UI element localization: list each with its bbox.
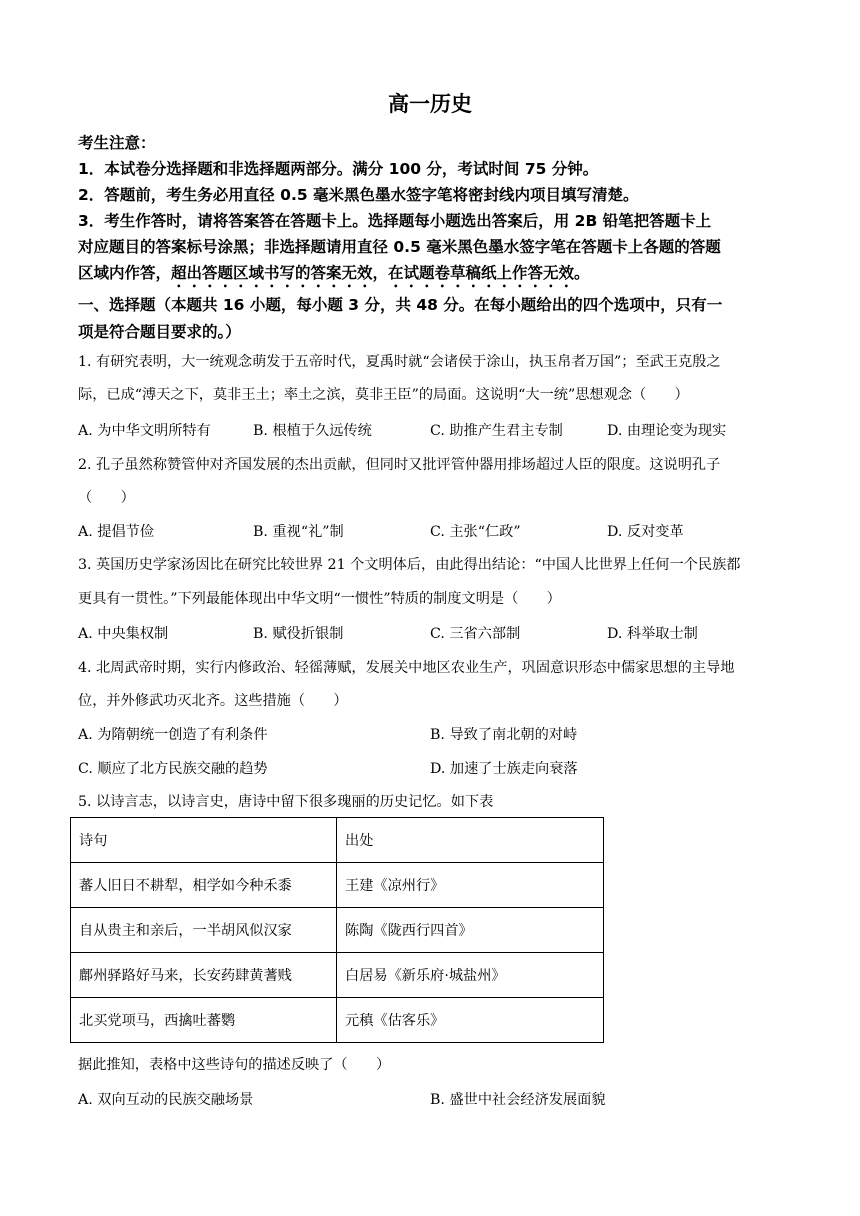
table-row xyxy=(71,863,604,908)
question-2-stem-line-1: 2. 孔子虽然称赞管仲对齐国发展的杰出贡献，但同时又批评管仲器用排场超过人臣的限度。这说明孔子 xyxy=(78,457,721,473)
table-row xyxy=(71,953,604,998)
question-4-option-b: B. 导致了南北朝的对峙 xyxy=(430,727,578,743)
question-4-option-a: A. 为隋朝统一创造了有利条件 xyxy=(78,727,268,743)
question-5-stem: 5. 以诗言志，以诗言史，唐诗中留下很多瑰丽的历史记忆。如下表 xyxy=(78,794,494,810)
table-cell-poem: 蕃人旧日不耕犁，相学如今种禾黍 xyxy=(71,863,337,908)
notice-item-3-part-a: 区域内作答， xyxy=(78,264,172,282)
question-3-option-d: D. 科举取士制 xyxy=(607,626,698,642)
question-1-option-c: C. 助推产生君主专制 xyxy=(430,423,563,439)
notice-item-3-part-c: 。 xyxy=(574,264,590,282)
table-cell-poem: 北买党项马，西擒吐蕃鹦 xyxy=(71,998,337,1043)
question-2-option-a: A. 提倡节俭 xyxy=(78,524,155,540)
exam-title: 高一历史 xyxy=(388,92,472,116)
question-2-option-d: D. 反对变革 xyxy=(607,524,684,540)
question-4-stem-line-1: 4. 北周武帝时期，实行内修政治、轻徭薄赋，发展关中地区农业生产，巩固意识形态中儒家思想的主导地 xyxy=(78,660,735,676)
table-cell-source: 元稹《估客乐》 xyxy=(337,998,604,1043)
question-2-option-c: C. 主张“仁政” xyxy=(430,524,521,540)
question-1-option-a: A. 为中华文明所特有 xyxy=(78,423,211,439)
question-5-option-b: B. 盛世中社会经济发展面貌 xyxy=(430,1092,606,1108)
question-3-stem-line-2: 更具有一贯性。”下列最能体现出中华文明“一惯性”特质的制度文明是（ ） xyxy=(78,591,561,607)
table-header-cell: 诗句 xyxy=(71,818,337,863)
table-cell-poem: 自从贵主和亲后，一半胡风似汉家 xyxy=(71,908,337,953)
table-header-row xyxy=(71,818,604,863)
notice-item-3-line-2: 对应题目的答案标号涂黑；非选择题请用直径 0.5 毫米黑色墨水签字笔在答题卡上各题的答题 xyxy=(78,238,721,256)
question-5-option-a: A. 双向互动的民族交融场景 xyxy=(78,1092,254,1108)
question-1-option-b: B. 根植于久远传统 xyxy=(253,423,372,439)
question-4-option-c: C. 顺应了北方民族交融的趋势 xyxy=(78,761,268,777)
notice-item-3-line-3 xyxy=(78,261,790,291)
question-4-option-d: D. 加速了士族走向衰落 xyxy=(430,761,578,777)
question-5-prompt: 据此推知，表格中这些诗句的描述反映了（ ） xyxy=(78,1057,391,1073)
question-3-option-a: A. 中央集权制 xyxy=(78,626,169,642)
table-row xyxy=(71,908,604,953)
question-3-option-c: C. 三省六部制 xyxy=(430,626,521,642)
poem-table xyxy=(70,817,604,1043)
question-2-option-b: B. 重视“礼”制 xyxy=(253,524,344,540)
section-1-heading-line-2: 项是符合题目要求的。） xyxy=(78,323,241,341)
notice-item-3-emphasis: 超出答题区域书写的答案无效，在试题卷草稿纸上作答无效 xyxy=(171,264,575,282)
question-1-option-d: D. 由理论变为现实 xyxy=(607,423,727,439)
notice-heading: 考生注意： xyxy=(78,134,156,152)
table-row xyxy=(71,998,604,1043)
table-cell-source: 王建《凉州行》 xyxy=(337,863,604,908)
notice-item-2: 2．答题前，考生务必用直径 0.5 毫米黑色墨水签字笔将密封线内项目填写清楚。 xyxy=(78,186,639,204)
question-1-stem-line-2: 际，已成“溥天之下，莫非王土；率土之滨，莫非王臣”的局面。这说明“大一统”思想观念（ ） xyxy=(78,387,689,403)
table-cell-poem: 鄜州驿路好马来，长安药肆黄蓍贱 xyxy=(71,953,337,998)
question-3-option-b: B. 赋役折银制 xyxy=(253,626,344,642)
notice-item-1: 1．本试卷分选择题和非选择题两部分。满分 100 分，考试时间 75 分钟。 xyxy=(78,160,599,178)
question-1-stem-line-1: 1. 有研究表明，大一统观念萌发于五帝时代，夏禹时就“会诸侯于涂山，执玉帛者万国”；至武王克殷之 xyxy=(78,354,721,370)
table-header-cell: 出处 xyxy=(337,818,604,863)
table-cell-source: 陈陶《陇西行四首》 xyxy=(337,908,604,953)
question-4-stem-line-2: 位，并外修武功灭北齐。这些措施（ ） xyxy=(78,693,348,709)
question-2-stem-line-2: （ ） xyxy=(78,490,135,506)
table-cell-source: 白居易《新乐府·城盐州》 xyxy=(337,953,604,998)
notice-item-3-line-1: 3．考生作答时，请将答案答在答题卡上。选择题每小题选出答案后，用 2B 铅笔把答题卡上 xyxy=(78,212,712,230)
section-1-heading-line-1: 一、选择题（本题共 16 小题，每小题 3 分，共 48 分。在每小题给出的四个选项中，只有一 xyxy=(78,296,723,314)
question-3-stem-line-1: 3. 英国历史学家汤因比在研究比较世界 21 个文明体后，由此得出结论：“中国人比世界上任何一个民族都 xyxy=(78,557,741,573)
